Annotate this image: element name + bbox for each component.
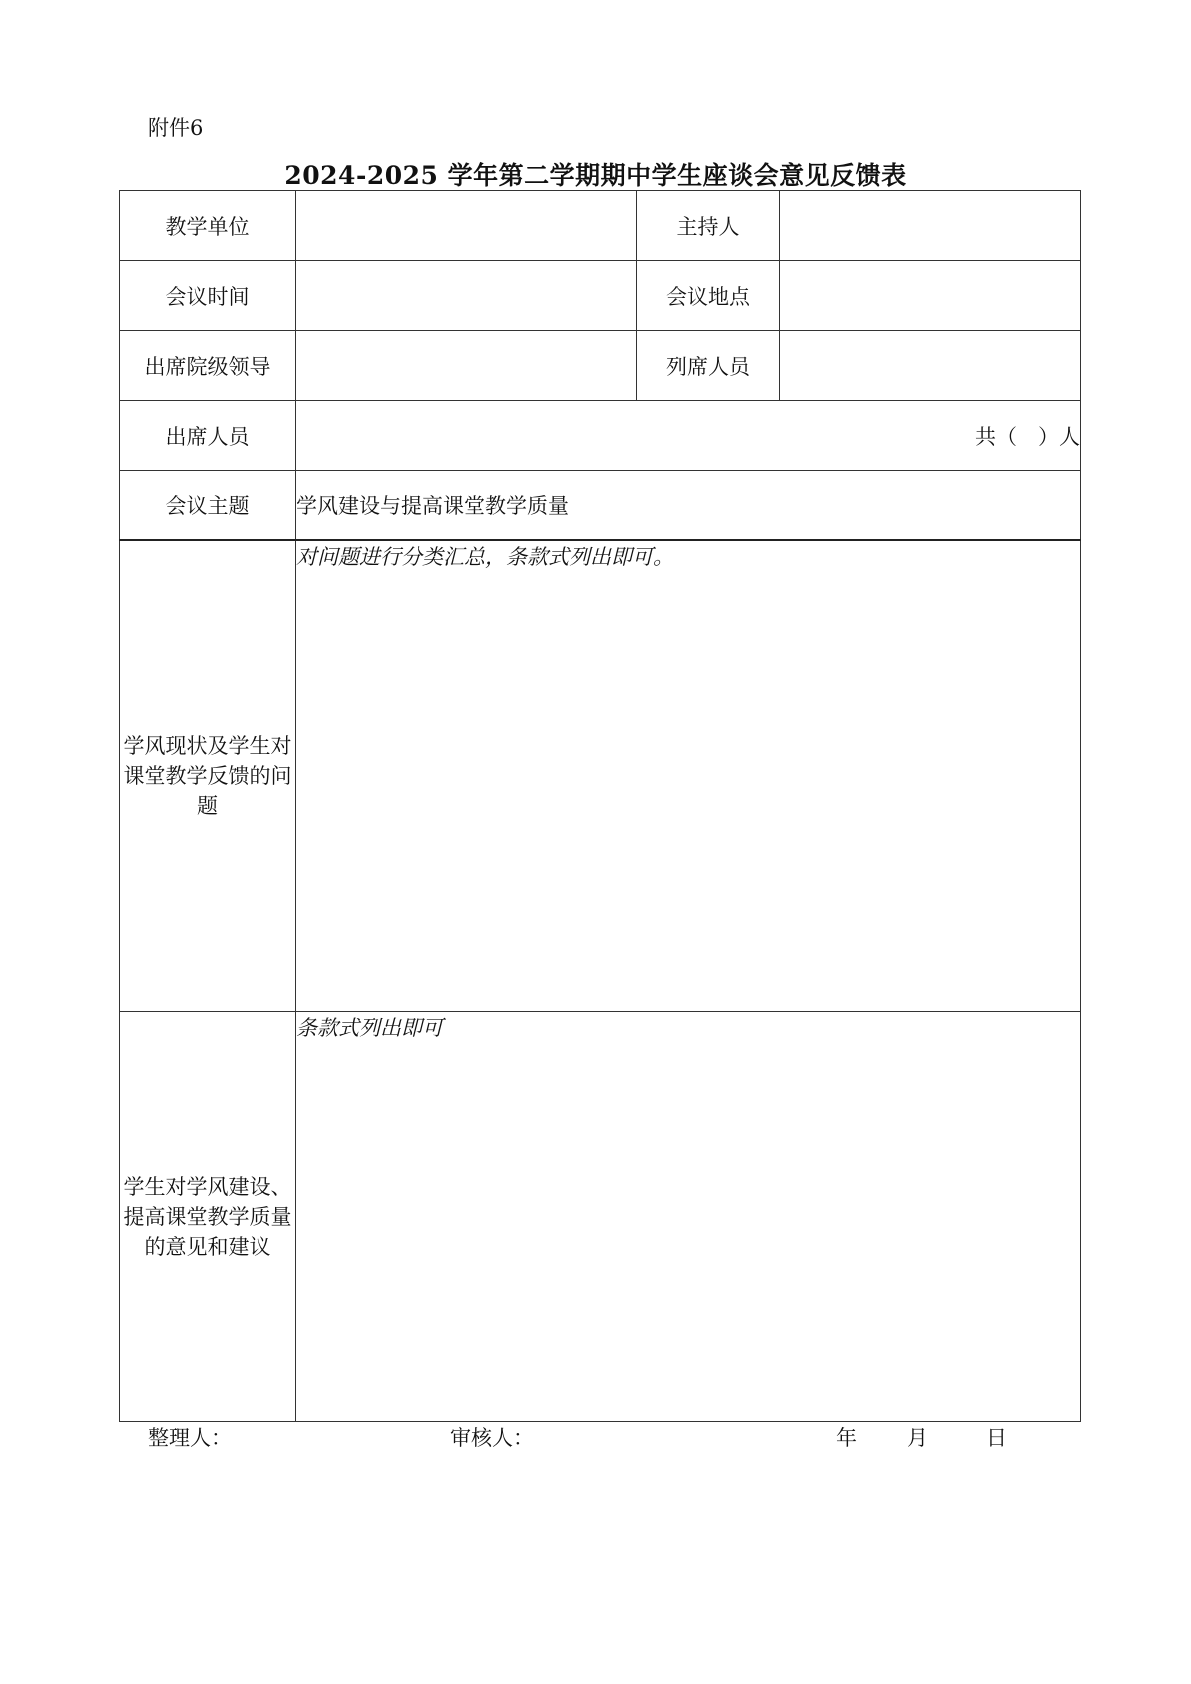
month-label: 月 [907, 1426, 928, 1450]
meeting-place-label: 会议地点 [637, 261, 780, 331]
teaching-unit-field[interactable] [296, 191, 637, 261]
attachment-label: 附件6 [148, 116, 204, 140]
suggestions-field[interactable]: 条款式列出即可 [296, 1012, 1081, 1422]
row-topic [120, 471, 1081, 540]
row-suggestions [120, 1012, 1081, 1422]
row-meeting-time [120, 261, 1081, 331]
meeting-time-field[interactable] [296, 261, 637, 331]
host-label: 主持人 [637, 191, 780, 261]
attendees-label: 出席人员 [120, 401, 296, 471]
row-teaching-unit [120, 191, 1081, 261]
form-title: 2024-2025 学年第二学期期中学生座谈会意见反馈表 [284, 161, 907, 190]
suggestions-label: 学生对学风建设、提高课堂教学质量的意见和建议 [120, 1012, 296, 1422]
row-attendees [120, 401, 1081, 471]
topic-field[interactable]: 学风建设与提高课堂教学质量 [296, 471, 1081, 540]
host-field[interactable] [780, 191, 1081, 261]
meeting-time-label: 会议时间 [120, 261, 296, 331]
meeting-place-field[interactable] [780, 261, 1081, 331]
feedback-form-table [119, 190, 1081, 1422]
problems-label: 学风现状及学生对课堂教学反馈的问题 [120, 540, 296, 1012]
topic-label: 会议主题 [120, 471, 296, 540]
reviewer-label: 审核人： [450, 1426, 534, 1450]
leaders-field[interactable] [296, 331, 637, 401]
attendees-count-field[interactable]: 共（ ）人 [296, 401, 1081, 471]
row-leaders [120, 331, 1081, 401]
observers-field[interactable] [780, 331, 1081, 401]
year-label: 年 [836, 1426, 857, 1450]
leaders-label: 出席院级领导 [120, 331, 296, 401]
day-label: 日 [986, 1426, 1007, 1450]
problems-field[interactable]: 对问题进行分类汇总，条款式列出即可。 [296, 540, 1081, 1012]
row-problems [120, 540, 1081, 1012]
observers-label: 列席人员 [637, 331, 780, 401]
organizer-label: 整理人： [148, 1426, 232, 1450]
teaching-unit-label: 教学单位 [120, 191, 296, 261]
